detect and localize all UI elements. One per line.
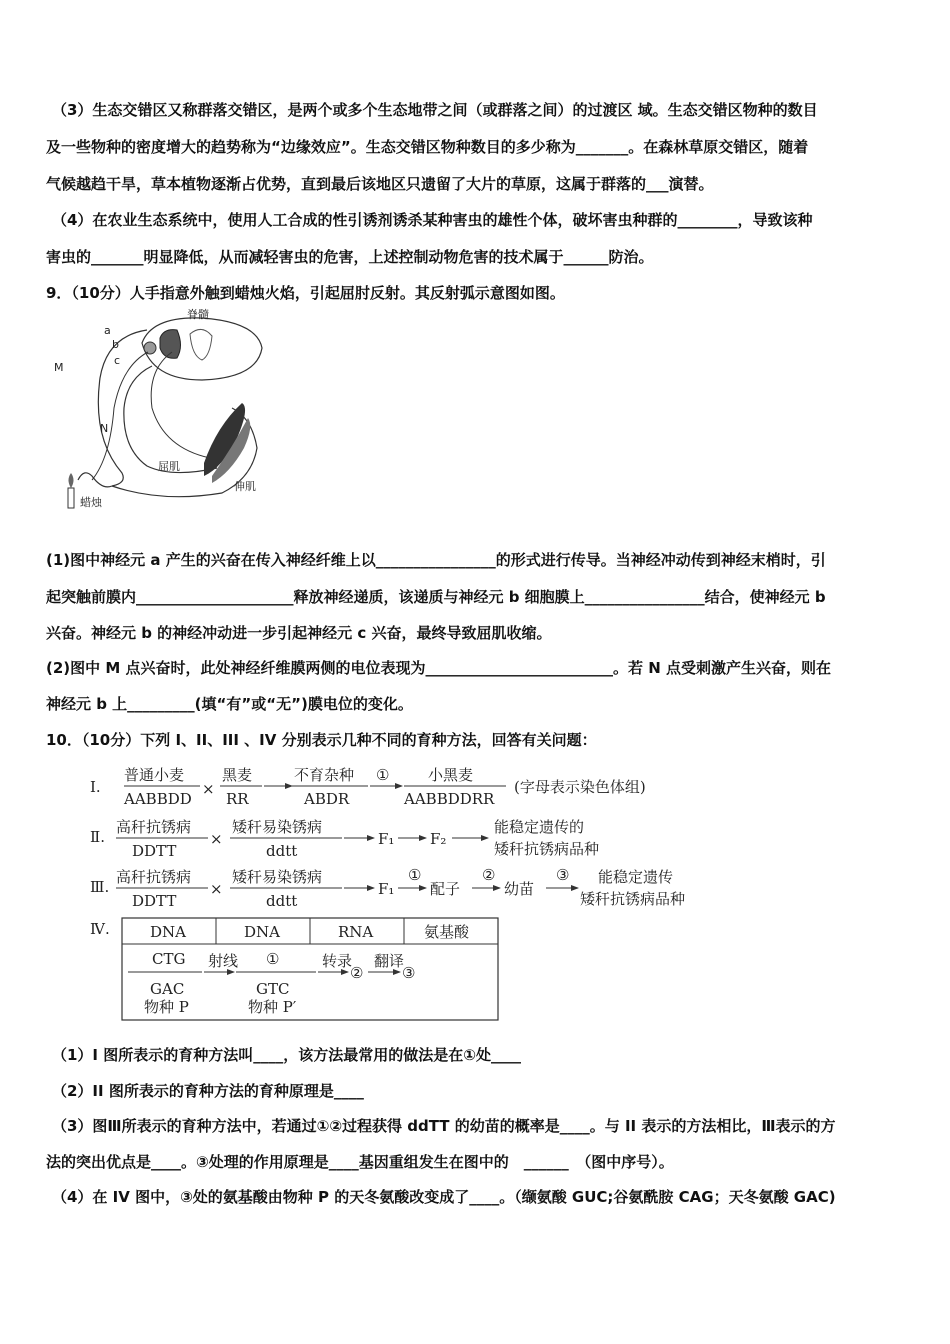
svg-text:③: ③ [556, 866, 570, 884]
q10-part1: （1）I 图所表示的育种方法叫____，该方法最常用的做法是在①处____ [52, 1046, 521, 1064]
label-N: N [100, 422, 109, 435]
svg-text:小黑麦: 小黑麦 [428, 766, 474, 784]
row1-label: Ⅰ. [90, 778, 101, 796]
breeding-methods-figure [86, 760, 726, 1026]
svg-text:矮秆易染锈病: 矮秆易染锈病 [232, 818, 323, 836]
q10-part4: （4）在 IV 图中，③处的氨基酸由物种 P 的天冬氨酸改变成了____。（缬氨酸 GUC;谷氨酰胺 CAG；天冬氨酸 GAC) [52, 1188, 836, 1206]
svg-text:矮秆抗锈病品种: 矮秆抗锈病品种 [580, 890, 686, 908]
svg-text:AABBDD: AABBDD [124, 790, 192, 808]
svg-text:GAC: GAC [150, 980, 185, 998]
svg-text:F₁: F₁ [378, 880, 395, 898]
svg-text:黑麦: 黑麦 [222, 766, 253, 784]
q10-stem: 10．（10分）下列 I、II、III 、IV 分别表示几种不同的育种方法，回答有关问题： [46, 731, 597, 749]
spinal-cord-label: 脊髓 [187, 308, 209, 321]
q10-part3-line1: （3）图Ⅲ所表示的育种方法中，若通过①②过程获得 ddTT 的幼苗的概率是____。与 II 表示的方法相比，Ⅲ表示的方 [52, 1117, 836, 1135]
svg-text:③: ③ [402, 964, 416, 982]
label-b: b [112, 338, 119, 351]
candle-label: 蜡烛 [80, 496, 102, 509]
extensor-label: 伸肌 [234, 480, 256, 493]
svg-text:①: ① [408, 866, 422, 884]
q9-part1-line2: 起突触前膜内_____________________释放神经递质，该递质与神经元 b 细胞膜上________________结合，使神经元 b [46, 588, 826, 606]
svg-text:CTG: CTG [152, 950, 186, 968]
row3-label: Ⅲ. [90, 878, 110, 896]
svg-text:DNA: DNA [150, 923, 186, 941]
flexor-label: 屈肌 [158, 460, 180, 473]
svg-text:能稳定遗传: 能稳定遗传 [598, 868, 674, 886]
svg-text:氨基酸: 氨基酸 [424, 923, 470, 941]
label-a: a [104, 324, 111, 337]
svg-text:普通小麦: 普通小麦 [124, 766, 185, 784]
svg-text:DDTT: DDTT [132, 892, 177, 910]
svg-text:高秆抗锈病: 高秆抗锈病 [116, 818, 192, 836]
svg-text:转录: 转录 [322, 952, 353, 970]
q8-part3-line1: （3）生态交错区又称群落交错区，是两个或多个生态地带之间（或群落之间）的过渡区 域。生态交错区物种的数目 [52, 101, 818, 119]
svg-text:F₂: F₂ [430, 830, 447, 848]
svg-text:F₁: F₁ [378, 830, 395, 848]
svg-text:①: ① [266, 950, 280, 968]
row2-label: Ⅱ. [90, 828, 105, 846]
row4-label: Ⅳ. [90, 920, 110, 938]
q8-part4-line2: 害虫的_______明显降低，从而减轻害虫的危害，上述控制动物危害的技术属于______防治。 [46, 248, 654, 266]
q9-stem: 9．（10分）人手指意外触到蜡烛火焰，引起屈肘反射。其反射弧示意图如图。 [46, 284, 565, 302]
svg-text:幼苗: 幼苗 [504, 880, 535, 898]
q8-part3-line3: 气候越趋干旱，草本植物逐渐占优势，直到最后该地区只遗留了大片的草原，这属于群落的___演替。 [46, 175, 714, 193]
svg-text:(字母表示染色体组): (字母表示染色体组) [514, 778, 646, 796]
svg-text:②: ② [350, 964, 364, 982]
reflex-arc-figure [52, 308, 272, 513]
svg-text:GTC: GTC [256, 980, 290, 998]
q8-part3-line2: 及一些物种的密度增大的趋势称为“边缘效应”。生态交错区物种数目的多少称为_______。在森林草原交错区，随着 [46, 138, 809, 156]
svg-text:ddtt: ddtt [266, 892, 298, 910]
svg-text:AABBDDRR: AABBDDRR [404, 790, 495, 808]
svg-text:DDTT: DDTT [132, 842, 177, 860]
q9-part1-line3: 兴奋。神经元 b 的神经冲动进一步引起神经元 c 兴奋，最终导致屈肌收缩。 [46, 624, 552, 642]
svg-text:射线: 射线 [208, 952, 239, 970]
svg-text:RR: RR [226, 790, 249, 808]
label-c: c [114, 354, 121, 367]
q9-part1-line1: (1)图中神经元 a 产生的兴奋在传入神经纤维上以________________的形式进行传导。当神经冲动传到神经末梢时，引 [46, 551, 826, 569]
svg-text:ddtt: ddtt [266, 842, 298, 860]
svg-text:翻译: 翻译 [374, 952, 405, 970]
svg-text:物种 P: 物种 P [144, 998, 189, 1016]
svg-text:×: × [210, 830, 223, 848]
label-M: M [54, 361, 64, 374]
q10-part2: （2）II 图所表示的育种方法的育种原理是____ [52, 1082, 364, 1100]
q9-part2-line1: (2)图中 M 点兴奋时，此处神经纤维膜两侧的电位表现为_________________________。若 N 点受刺激产生兴奋，则在 [46, 659, 832, 677]
svg-text:物种 P′: 物种 P′ [248, 998, 297, 1016]
svg-text:×: × [202, 780, 215, 798]
svg-text:RNA: RNA [338, 923, 374, 941]
svg-text:ABDR: ABDR [304, 790, 350, 808]
svg-text:配子: 配子 [430, 880, 461, 898]
svg-text:DNA: DNA [244, 923, 280, 941]
svg-text:②: ② [482, 866, 496, 884]
svg-text:×: × [210, 880, 223, 898]
svg-text:高秆抗锈病: 高秆抗锈病 [116, 868, 192, 886]
svg-text:不育杂种: 不育杂种 [294, 766, 355, 784]
q10-part3-line2: 法的突出优点是____。③处理的作用原理是____基因重组发生在图中的 ______ （图中序号）。 [46, 1153, 674, 1171]
svg-text:矮秆易染锈病: 矮秆易染锈病 [232, 868, 323, 886]
svg-text:矮秆抗锈病品种: 矮秆抗锈病品种 [494, 840, 600, 858]
svg-text:①: ① [376, 766, 390, 784]
q9-part2-line2: 神经元 b 上_________(填“有”或“无”)膜电位的变化。 [46, 695, 413, 713]
q8-part4-line1: （4）在农业生态系统中，使用人工合成的性引诱剂诱杀某种害虫的雄性个体，破坏害虫种群的________，导致该种 [52, 211, 813, 229]
svg-text:能稳定遗传的: 能稳定遗传的 [494, 818, 585, 836]
